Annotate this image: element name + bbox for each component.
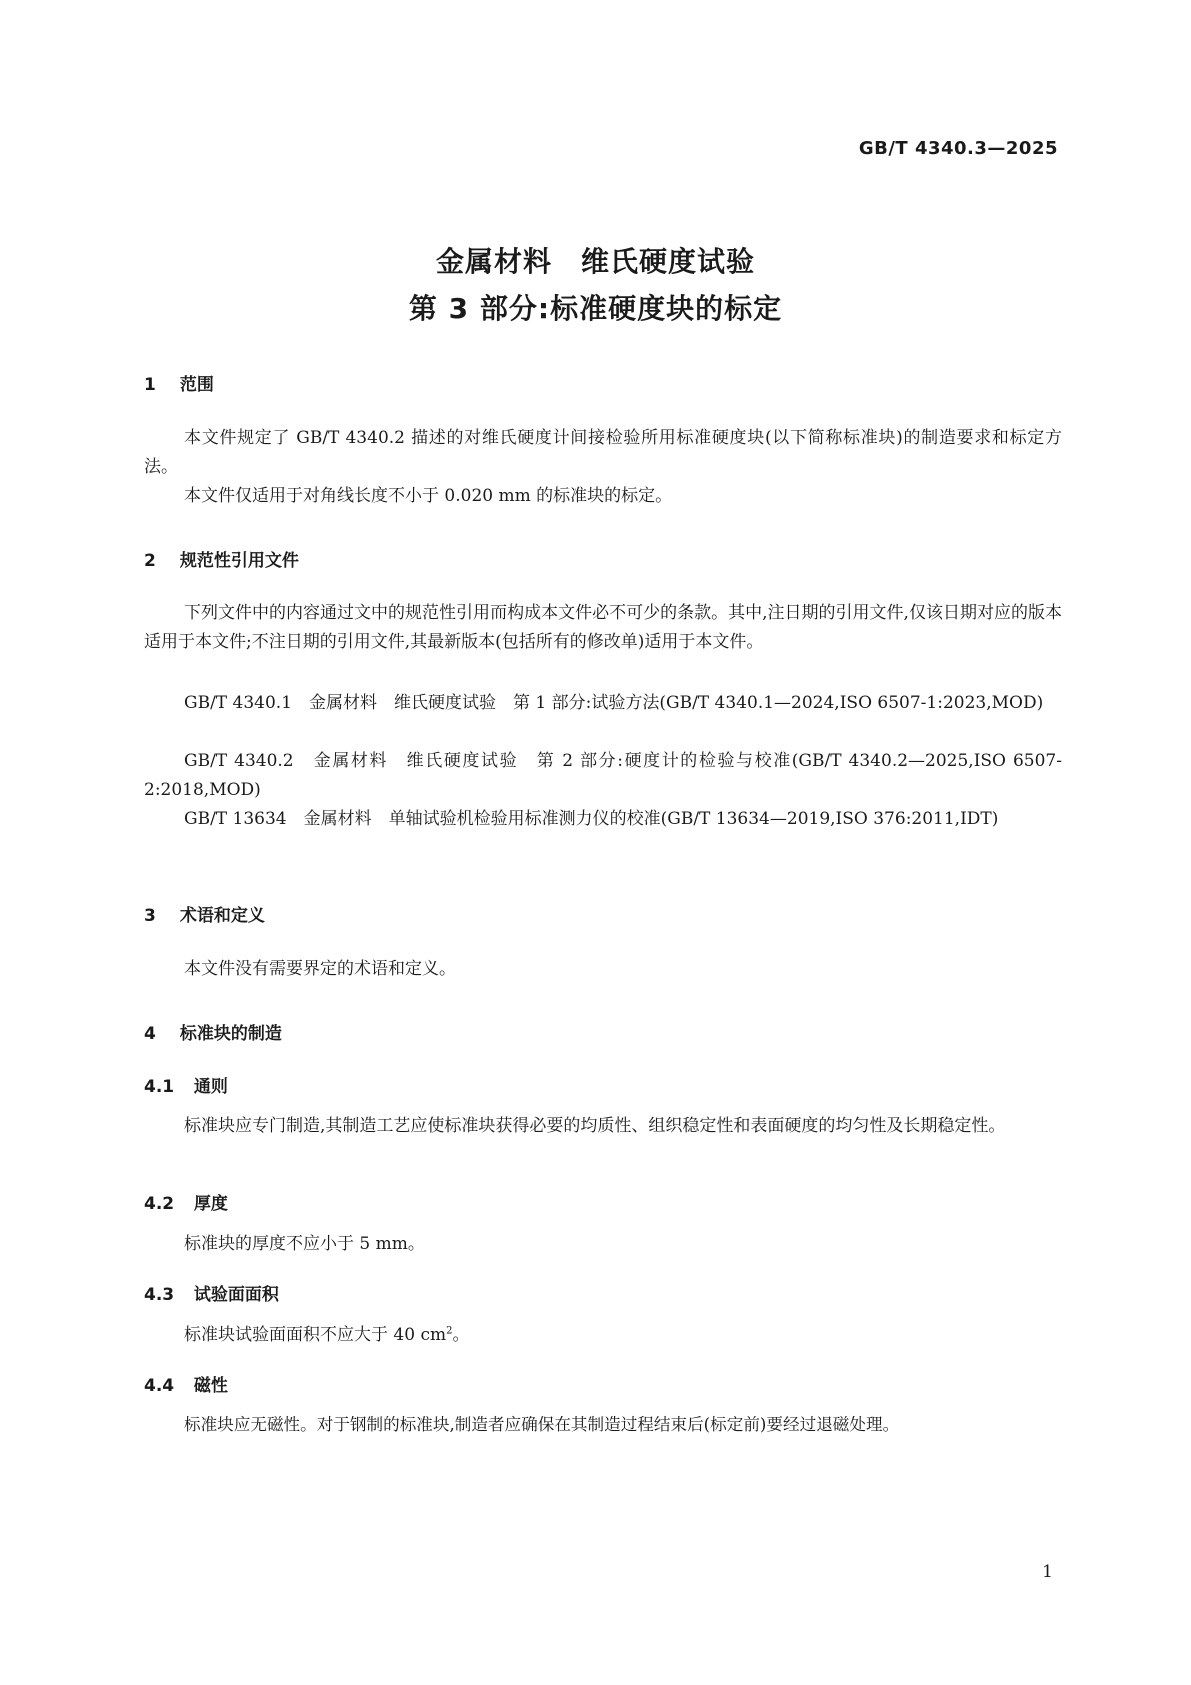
section-title: 术语和定义 (179, 906, 265, 926)
subsection-number: 4.1 (144, 1077, 175, 1097)
subsection-4-3-paragraph (144, 1321, 1062, 1350)
subsection-4-1-paragraph: 标准块应专门制造,其制造工艺应使标准块获得必要的均质性、组织稳定性和表面硬度的均匀性及长期稳定性。 (184, 1116, 1006, 1136)
document-title-line1: 金属材料 维氏硬度试验 (435, 245, 755, 278)
section-2-heading (144, 546, 299, 571)
subsection-title: 试验面面积 (193, 1285, 279, 1305)
subsection-4-1-heading (144, 1072, 228, 1097)
reference-item-3: GB/T 13634 金属材料 单轴试验机检验用标准测力仪的校准(GB/T 13634—2019,ISO 376:2011,IDT) (184, 809, 999, 829)
paragraph-text: 标准块试验面面积不应大于 40 cm (184, 1325, 447, 1345)
reference-item-1: GB/T 4340.1 金属材料 维氏硬度试验 第 1 部分:试验方法(GB/T 4340.1—2024,ISO 6507-1:2023,MOD) (184, 693, 1044, 713)
section-3-paragraph-1: 本文件没有需要界定的术语和定义。 (184, 959, 456, 979)
paragraph-end: 。 (452, 1325, 470, 1345)
subsection-4-4-paragraph: 标准块应无磁性。对于钢制的标准块,制造者应确保在其制造过程结束后(标定前)要经过退磁处理。 (184, 1415, 900, 1434)
standard-code: GB/T 4340.3—2025 (858, 138, 1058, 159)
subsection-4-4-heading (144, 1371, 228, 1396)
section-1-heading (144, 370, 214, 395)
subsection-4-2-heading (144, 1189, 228, 1214)
subsection-number: 4.4 (144, 1376, 175, 1396)
subsection-number: 4.2 (144, 1194, 175, 1214)
subsection-title: 磁性 (193, 1376, 228, 1396)
section-1-paragraph-1: 本文件规定了 GB/T 4340.2 描述的对维氏硬度计间接检验所用标准硬度块(以下简称标准块)的制造要求和标定方法。 (144, 428, 1062, 477)
section-title: 范围 (179, 375, 214, 395)
section-number: 3 (144, 906, 156, 926)
page-number: 1 (1042, 1562, 1053, 1582)
section-4-heading (144, 1019, 282, 1044)
subsection-4-2-paragraph: 标准块的厚度不应小于 5 mm。 (184, 1234, 425, 1254)
section-number: 2 (144, 551, 156, 571)
section-2-paragraph-1: 下列文件中的内容通过文中的规范性引用而构成本文件必不可少的条款。其中,注日期的引用文件,仅该日期对应的版本适用于本文件;不注日期的引用文件,其最新版本(包括所有的修改单)适用于本文件。 (144, 603, 1062, 652)
document-title-line2: 第 3 部分:标准硬度块的标定 (408, 292, 783, 325)
section-number: 1 (144, 375, 156, 395)
subsection-title: 厚度 (193, 1194, 228, 1214)
section-3-heading (144, 901, 265, 926)
subsection-title: 通则 (193, 1077, 228, 1097)
section-1-paragraph-2: 本文件仅适用于对角线长度不小于 0.020 mm 的标准块的标定。 (184, 486, 673, 506)
superscript-exponent: 2 (446, 1325, 453, 1337)
reference-item-2: GB/T 4340.2 金属材料 维氏硬度试验 第 2 部分:硬度计的检验与校准(GB/T 4340.2—2025,ISO 6507-2:2018,MOD) (144, 751, 1062, 800)
section-number: 4 (144, 1024, 156, 1044)
section-title: 规范性引用文件 (179, 551, 299, 571)
section-title: 标准块的制造 (179, 1024, 282, 1044)
subsection-4-3-heading (144, 1280, 279, 1305)
subsection-number: 4.3 (144, 1285, 175, 1305)
